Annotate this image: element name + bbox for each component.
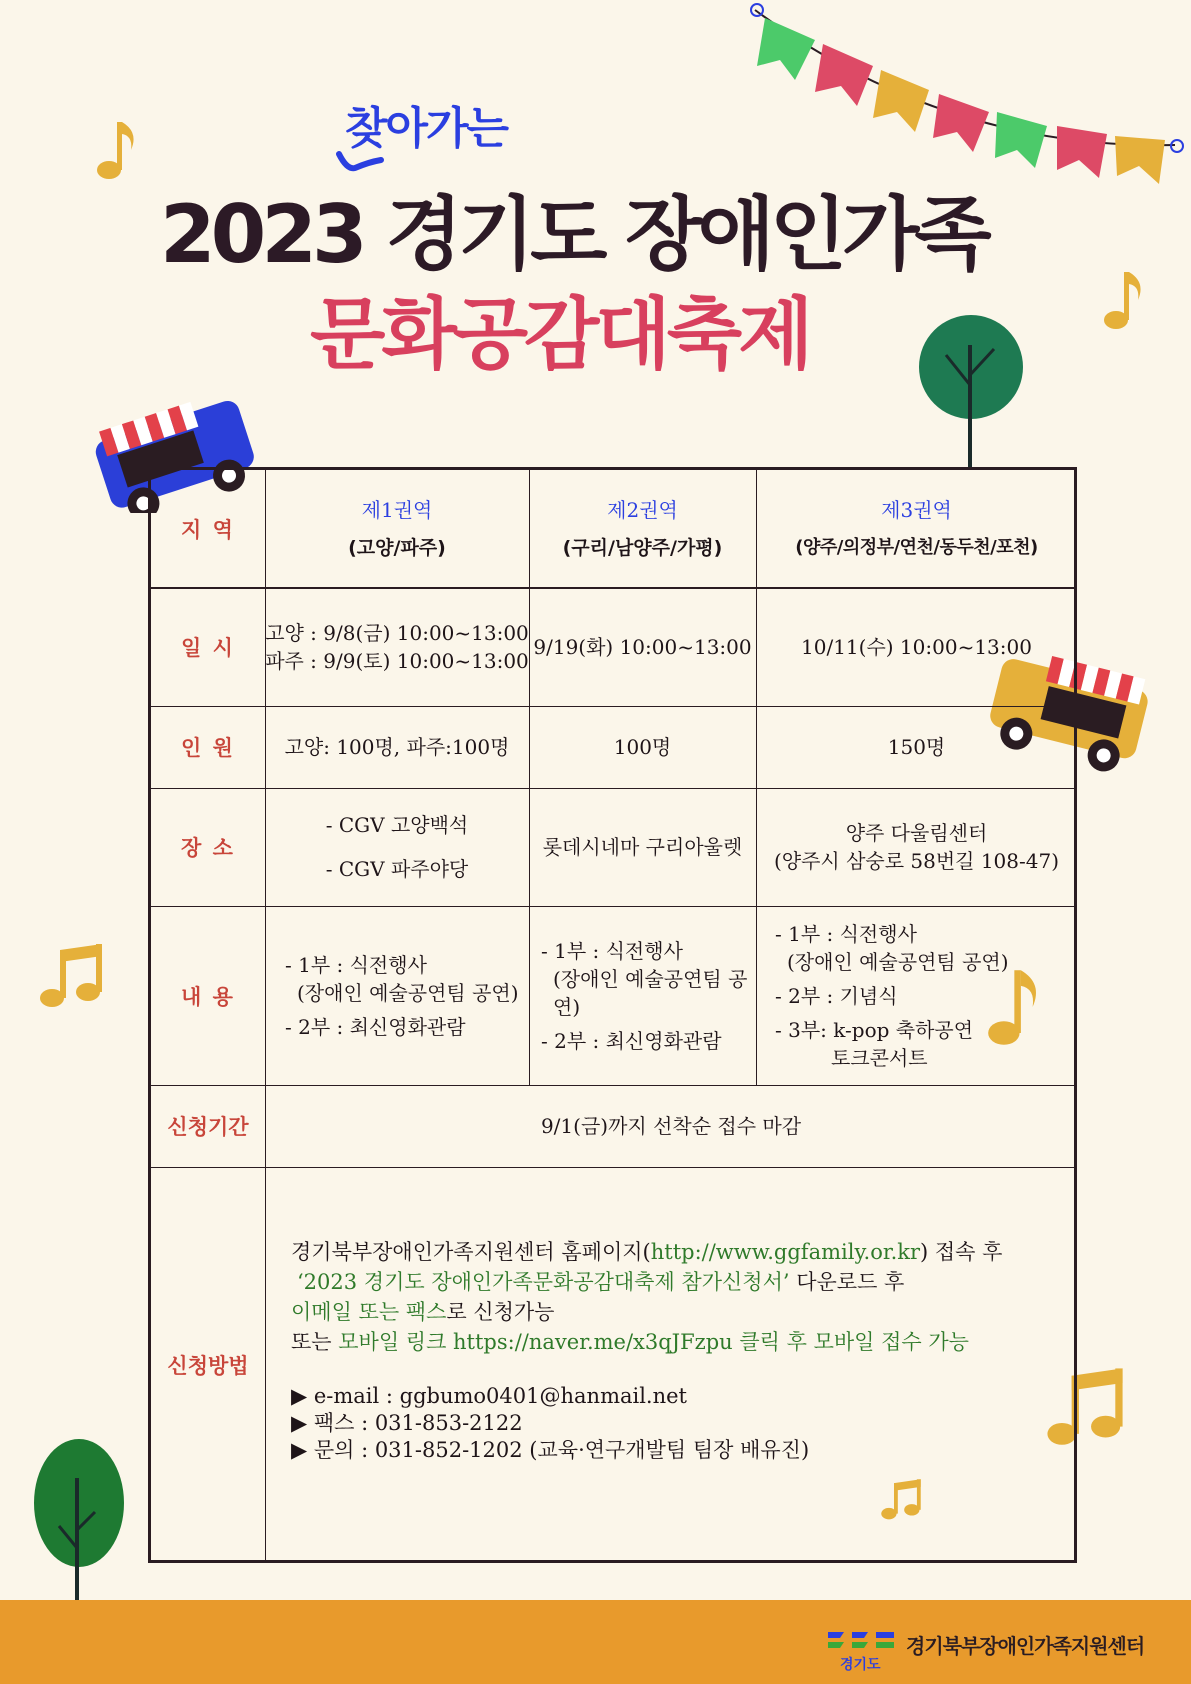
row-label-date: 일 시 [181,635,235,660]
subtitle: 찾아가는 [345,103,508,154]
footer-bar [0,1600,1191,1684]
content-cell [285,906,525,1085]
homepage-link[interactable]: http://www.ggfamily.or.kr [650,1239,921,1264]
method-line: 이메일 또는 팩스로 신청가능 [291,1299,555,1324]
period-cell: 9/1(금)까지 선착순 접수 마감 [540,1114,802,1138]
region-areas: (구리/남양주/가평) [562,536,723,559]
event-info-table [148,467,1077,1563]
region-areas: (양주/의정부/연천/동두천/포천) [795,536,1038,558]
place-cell [756,788,1077,906]
row-label-people: 인 원 [181,736,235,760]
row-label-method: 신청방법 [167,1354,249,1378]
double-music-note-icon [38,940,104,1010]
region-cell [756,470,1077,587]
row-label-place: 장 소 [181,836,235,860]
method-cell [291,1167,1071,1563]
gyeonggi-logo-text: 경기도 [840,1657,881,1673]
content-line: - 1부 : 식전행사 [541,938,683,963]
region-areas: (고양/파주) [348,536,446,559]
place-line: - CGV 파주야당 [325,857,469,881]
content-line: - 3부: k-pop 축하공연 [775,1017,974,1042]
place-line: 양주 다울림센터 [845,821,988,845]
content-line: - 2부 : 최신영화관람 [285,1014,466,1039]
content-line: - 1부 : 식전행사 [285,952,427,977]
region-name: 제3권역 [881,497,952,522]
people-cell: 150명 [887,735,946,759]
date-cell: 10/11(수) 10:00~13:00 [801,634,1032,659]
region-cell [265,470,529,587]
content-line: 토크콘서트 [831,1045,928,1070]
tree-icon [918,315,1024,467]
place-line: - CGV 고양백석 [325,813,469,837]
music-note-icon [95,118,140,183]
content-line: - 2부 : 기념식 [775,983,898,1008]
contact-fax: ▶ 팩스 : 031-853-2122 [291,1410,523,1435]
email-fax-text: 이메일 또는 팩스 [291,1299,447,1324]
date-cell [265,587,529,706]
method-line: 또는 모바일 링크 https://naver.me/x3qJFzpu 클릭 후 모바일 접수 가능 [291,1329,969,1354]
date-cell: 9/19(화) 10:00~13:00 [533,634,752,659]
region-name: 제2권역 [607,497,678,522]
contact-email: ▶ e-mail : ggbumo0401@hanmail.net [291,1383,687,1408]
date-line: 고양 : 9/8(금) 10:00~13:00 [265,620,529,645]
gyeonggi-logo-icon [826,1626,896,1652]
content-line: (장애인 예술공연팀 공연) [297,980,519,1005]
content-line: (장애인 예술공연팀 공연) [787,949,1009,974]
people-cell: 고양: 100명, 파주:100명 [284,735,510,759]
place-cell: 롯데시네마 구리아울렛 [542,835,743,859]
music-note-icon [1102,268,1147,333]
method-line: 경기북부장애인가족지원센터 홈페이지(http://www.ggfamily.or.kr) 접속 후 [291,1239,1003,1264]
method-line: ‘2023 경기도 장애인가족문화공감대축제 참가신청서’ 다운로드 후 [297,1269,905,1294]
content-line: - 1부 : 식전행사 [775,921,917,946]
application-form-name: ‘2023 경기도 장애인가족문화공감대축제 참가신청서’ [297,1269,790,1294]
date-line: 파주 : 9/9(토) 10:00~13:00 [265,648,529,673]
place-line: (양주시 삼숭로 58번길 108-47) [773,849,1060,873]
place-cell [265,788,529,906]
page-title-highlight: 문화공감대축제 [310,290,810,380]
content-cell [541,906,753,1085]
mobile-link[interactable]: 모바일 링크 https://naver.me/x3qJFzpu 클릭 후 모바일 접수 가능 [338,1329,969,1354]
row-label-period: 신청기간 [167,1115,249,1139]
content-line: (장애인 예술공연팀 공연) [553,966,748,1019]
contact-inquiry: ▶ 문의 : 031-852-1202 (교육·연구개발팀 팀장 배유진) [291,1437,810,1462]
region-cell [529,470,756,587]
region-name: 제1권역 [361,497,433,522]
organization-name: 경기북부장애인가족지원센터 [906,1634,1145,1658]
content-cell [775,906,1065,1085]
tree-icon [33,1438,125,1603]
content-line: - 2부 : 최신영화관람 [541,1028,722,1053]
people-cell: 100명 [613,735,672,759]
page-title: 2023 경기도 장애인가족 [160,188,987,281]
row-label-content: 내 용 [181,984,235,1009]
row-label-region: 지 역 [181,517,235,542]
